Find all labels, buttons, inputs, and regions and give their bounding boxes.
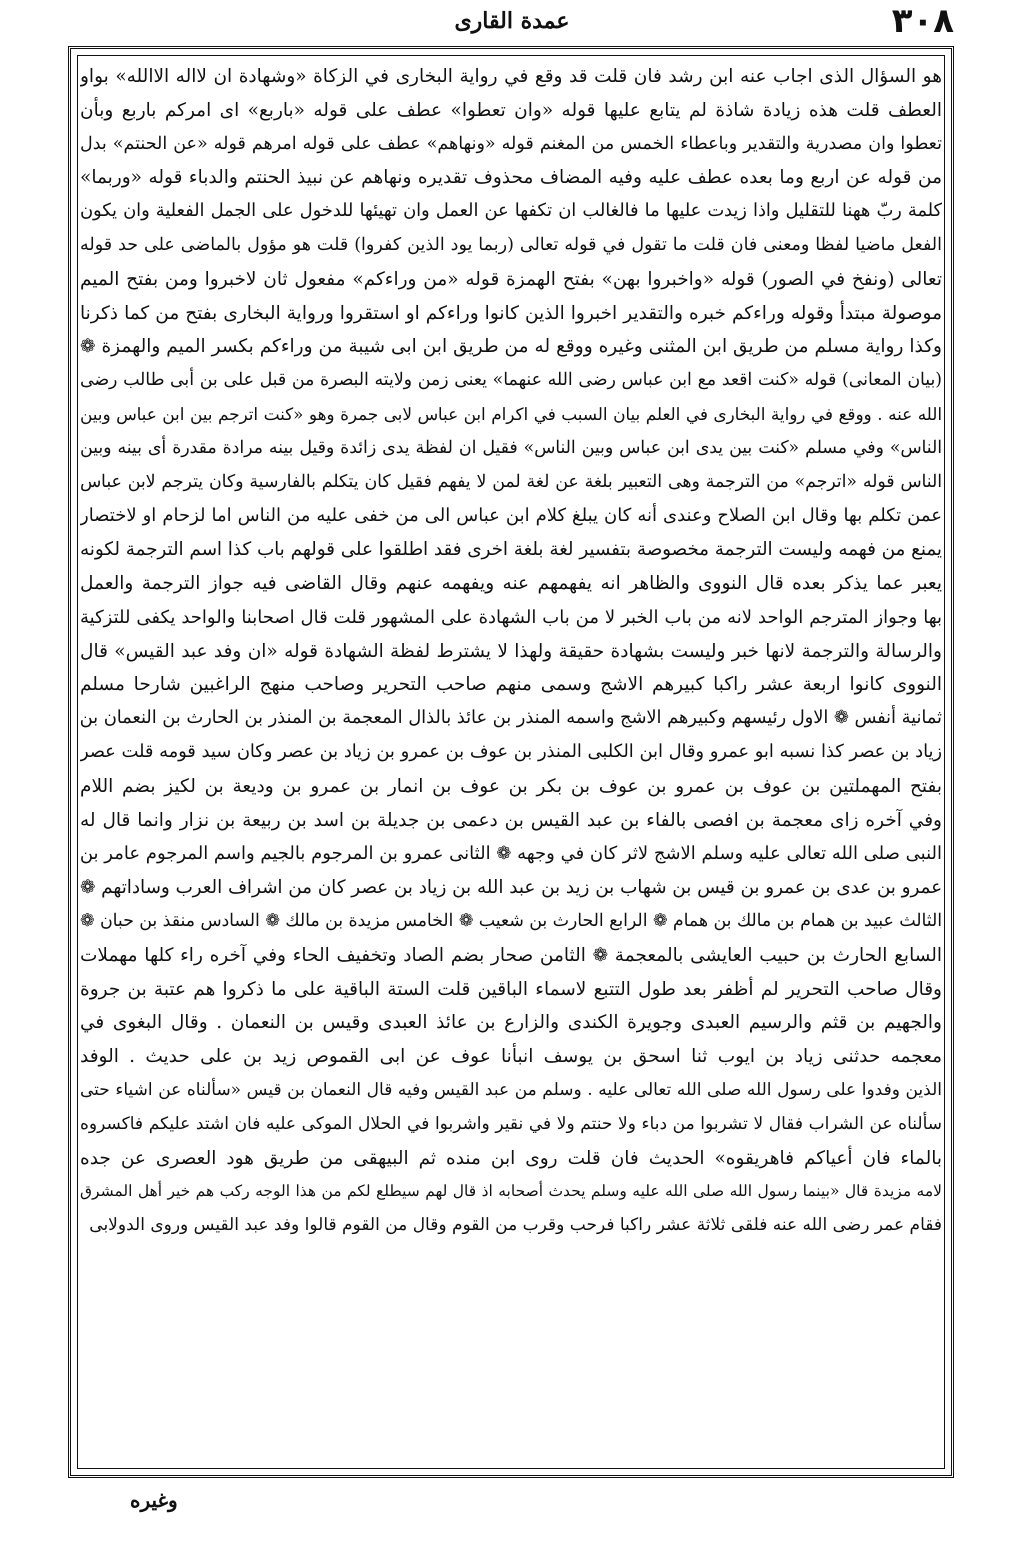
text-line: والرسالة والترجمة لانها خبر وليست بشهادة حقيقة ولهذا لا يشترط لفظة الشهادة قوله «ان وفد عبد القيس» قال	[80, 640, 942, 662]
text-line: بالماء فان أعياكم فاهريقوه» الحديث فان قلت روى ابن منده ثم البيهقى من طريق هود العصرى عن جده	[80, 1147, 942, 1169]
text-line: عمرو بن عدى بن عمرو بن قيس بن شهاب بن زيد بن عبد الله بن زياد بن عصر كان من اشراف العرب وساداتهم ❁	[80, 877, 942, 899]
page-number: ٣٠٨	[891, 1, 954, 41]
text-line: والجهيم بن قثم والرسيم العبدى وجويرة الكندى والزارع بن عائذ العبدى وقيس بن النعمان . وقال البغوى في	[80, 1012, 942, 1034]
text-line: وكذا رواية مسلم من طريق ابن المثنى وغيره ووقع له من طريق ابن ابى شيبة من وراءكم بكسر الميم والهمزة ❁	[80, 336, 942, 358]
text-line: العطف قلت هذه زيادة شاذة لم يتابع عليها قوله «وان تعطوا» عطف على قوله «باربع» اى امركم باربع وبأن	[80, 99, 942, 121]
text-line: الناس قوله «اترجم» من الترجمة وهى التعبير بلغة عن لغة لمن لا يفهم فقيل كان يتكلم بالفارسية وكان يترجم لابن عباس	[80, 471, 942, 492]
text-line: السابع الحارث بن حبيب العايشى بالمعجمة ❁ الثامن صحار بضم الصاد وتخفيف الحاء وفي آخره راء كلها مهملات	[80, 944, 942, 966]
text-line: فقام عمر رضى الله عنه فلقى ثلاثة عشر راكبا فرحب وقرب من القوم وقال من القوم قالوا وفد عبد القيس وروى الدولابى	[89, 1215, 942, 1236]
text-line: يمنع من فهمه وليست الترجمة مخصوصة بتفسير لغة بلغة اخرى فقد اطلقوا على قولهم باب كذا اسم الترجمة لكونه	[80, 539, 942, 561]
text-line: سألناه عن الشراب فقال لا تشربوا من دباء ولا حنتم ولا في نقير واشربوا في الحلال الموكى عليه فان اشتد عليكم فاكسروه	[80, 1113, 942, 1134]
text-line: من قوله عن اربع وما بعده عطف عليه وفيه المضاف محذوف تقديره ونهاهم عن نبيذ الحنتم والدباء قوله «وربما»	[80, 167, 942, 189]
text-line: الله عنه . ووقع في رواية البخارى في العلم بيان السبب في اكرام ابن عباس لابى جمرة وهو «كنت اترجم بين ابن عباس وبين	[80, 403, 942, 424]
text-line: (بيان المعانى) قوله «كنت اقعد مع ابن عباس رضى الله عنهما» يعنى زمن ولايته البصرة من قبل على بن أبى طالب رضى	[80, 370, 942, 391]
running-title: عمدة القارى	[454, 8, 570, 34]
text-line: يعبر عما يذكر بعده قال النووى والظاهر انه يفهمهم عنه ويفهمه عنهم وقال القاضى فيه جواز الترجمة والعمل	[80, 572, 942, 594]
body-text	[80, 60, 942, 1468]
text-line: ثمانية أنفس ❁ الاول رئيسهم وكبيرهم الاشج واسمه المنذر بن عائذ بالذال المعجمة بن المنذر بن الحارث بن النعمان بن	[80, 708, 942, 729]
text-line: وفي آخره زاى معجمة بن افصى بالفاء بن عبد القيس بن دعمى بن جديلة بن اسد بن ربيعة بن نزار وانما قال له	[80, 809, 942, 831]
text-line: بها وجواز المترجم الواحد لانه من باب الخبر لا من باب الشهادة على المشهور قلت قال اصحابنا والواحد يكفى للتزكية	[80, 606, 942, 628]
text-line: لامه مزيدة قال «بينما رسول الله صلى الله عليه وسلم يحدث أصحابه اذ قال لهم سيطلع لكم من هذا الوجه ركب هم خير أهل المشرق	[80, 1182, 942, 1201]
text-line: النووى كانوا اربعة عشر راكبا كبيرهم الاشج وسمى منهم صاحب التحرير وصاحب منهج الراغبين شارحا مسلم	[80, 674, 942, 696]
text-line: موصولة مبتدأ وقوله وراءكم خبره والتقدير اخبروا الذين كانوا وراءكم او استقروا ورواية البخارى بفتح من كما ذكرنا	[80, 302, 942, 324]
page-header	[70, 0, 954, 42]
text-line: الثالث عبيد بن همام بن مالك بن همام ❁ الرابع الحارث بن شعيب ❁ الخامس مزيدة بن مالك ❁ السادس منقذ بن حبان ❁	[80, 910, 942, 931]
text-line: الفعل ماضيا لفظا ومعنى فان قلت ما تقول في قوله تعالى (ربما يود الذين كفروا) قلت هو مؤول بالماضى على حد قوله	[80, 234, 942, 255]
text-line: الناس» وفي مسلم «كنت بين يدى ابن عباس وبين الناس» فقيل ان لفظة يدى زائدة وقيل بينه مرادة مقدرة أى بينه وبين	[80, 437, 942, 458]
text-line: كلمة ربّ ههنا للتقليل واذا زيدت عليها ما فالغالب ان تكفها عن العمل وان تهيئها للدخول على الجمل الفعلية وان يكون	[80, 201, 942, 222]
text-line: الذين وفدوا على رسول الله صلى الله تعالى عليه . وسلم من عبد القيس وفيه قال النعمان بن قيس «سألناه عن اشياء حتى	[80, 1079, 942, 1100]
text-line: زياد بن عصر كذا نسبه ابو عمرو وقال ابن الكلبى المنذر بن عوف بن عمرو بن زياد بن عصر وكان سيد قومه قلت عصر	[80, 741, 942, 762]
text-line: وقال صاحب التحرير لم أظفر بعد طول التتبع لاسماء الباقين قلت الستة الباقية على ما ذكروا هم عتبة بن جروة	[80, 978, 942, 1000]
text-line: تعطوا وان مصدرية والتقدير وباعطاء الخمس من المغنم قوله «ونهاهم» عطف على قوله امرهم قوله «عن الحنتم» بدل	[80, 133, 942, 154]
catchword: وغيره	[130, 1488, 178, 1512]
text-line: تعالى (ونفخ في الصور) قوله «واخبروا بهن» بفتح الهمزة قوله «من وراءكم» مفعول ثان لاخبروا ومن بفتح الميم	[80, 268, 942, 290]
text-line: عمن تكلم بها وقال ابن الصلاح وعندى أنه كان يبلغ كلام ابن عباس الى من خفى عليه من الناس اما لزحام او لاختصار	[80, 505, 942, 527]
text-line: معجمه حدثنى زياد بن ايوب ثنا اسحق بن يوسف انبأنا عوف عن ابى القموص زيد بن على حديث . الوفد	[80, 1046, 942, 1068]
text-line: بفتح المهملتين بن عوف بن عمرو بن عوف بن بكر بن عوف بن انمار بن عمرو بن وديعة بن لكيز بضم اللام	[80, 775, 942, 797]
text-line: هو السؤال الذى اجاب عنه ابن رشد فان قلت قد وقع في رواية البخارى في الزكاة «وشهادة ان لااله الاالله» بواو	[80, 66, 942, 87]
text-line: النبى صلى الله تعالى عليه وسلم الاشج لاثر كان في وجهه ❁ الثانى عمرو بن المرجوم بالجيم واسم المرجوم عامر بن	[80, 843, 942, 865]
